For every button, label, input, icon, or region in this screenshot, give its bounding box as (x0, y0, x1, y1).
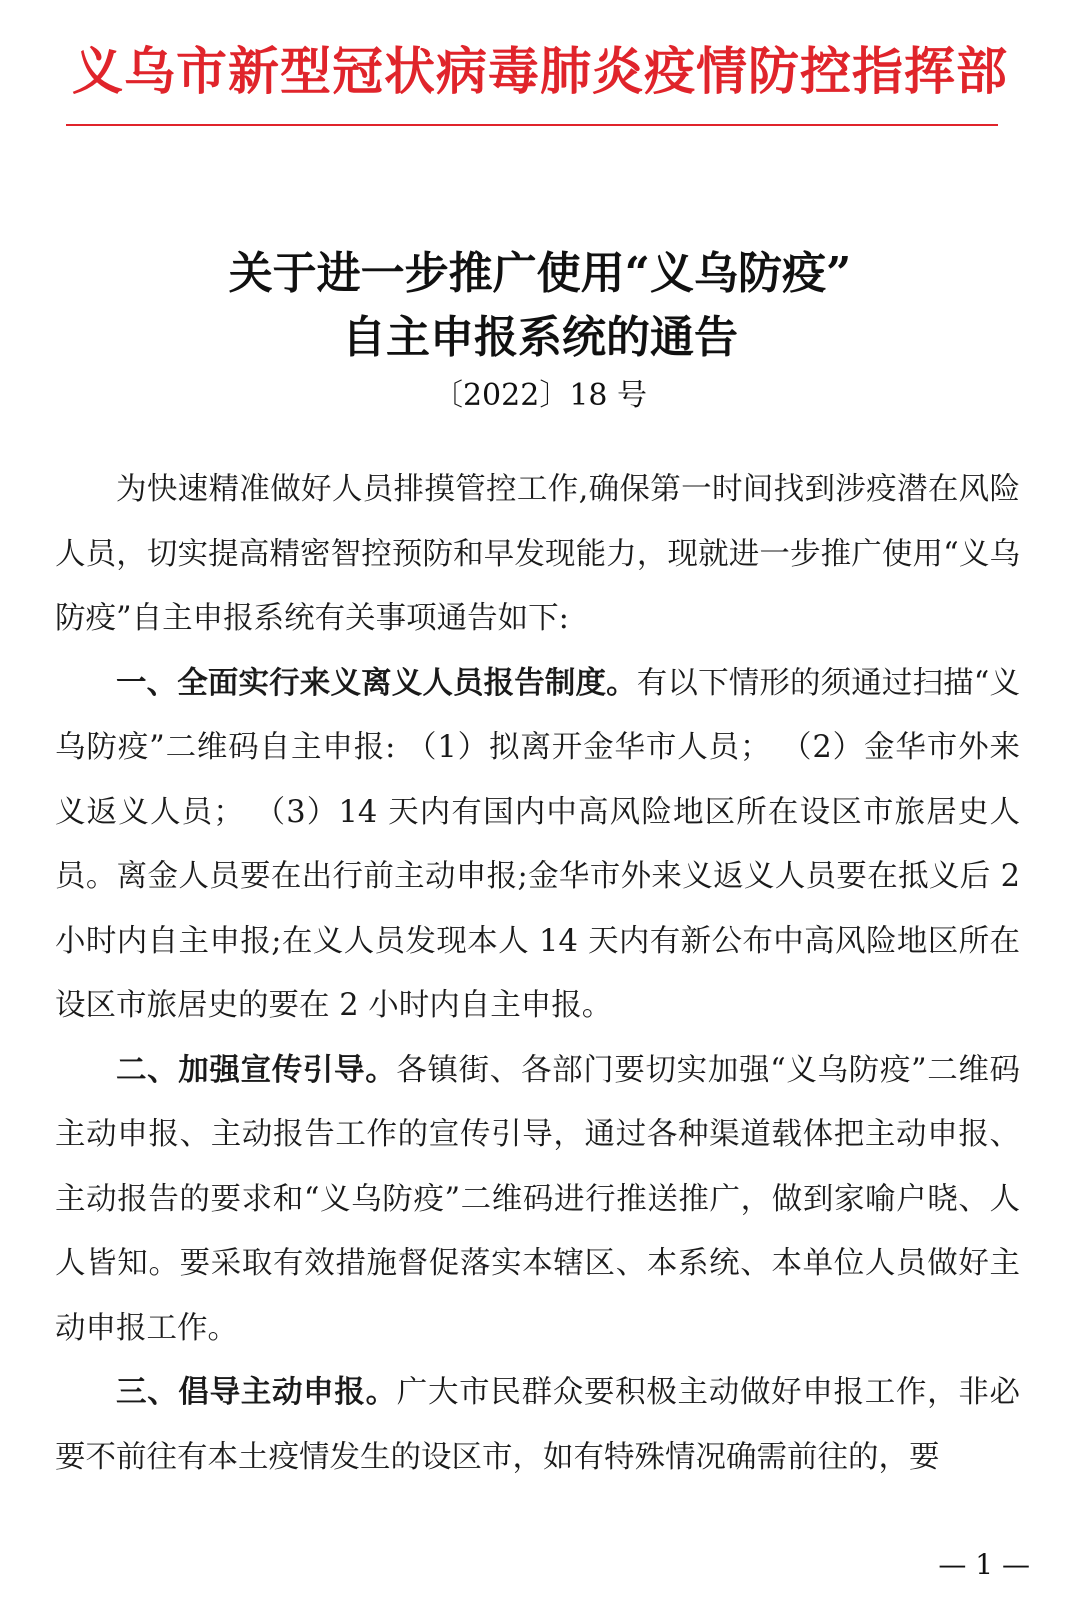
intro-paragraph-text: 为快速精准做好人员排摸管控工作,确保第一时间找到涉疫潜在风险人员，切实提高精密智控预防和早发现能力，现就进一步推广使用“义乌防疫”自主申报系统有关事项通告如下: (55, 472, 1020, 636)
section-3-text: 广大市民群众要积极主动做好申报工作，非必要不前往有本土疫情发生的设区市，如有特殊情况确需前往的，要 (55, 1375, 1021, 1475)
section-1-paragraph (55, 652, 1020, 1039)
notice-body (55, 458, 1020, 1490)
notice-title (0, 242, 1080, 370)
section-3-heading: 三、倡导主动申报。 (116, 1375, 397, 1410)
notice-title-line-2: 自主申报系统的通告 (342, 312, 738, 363)
intro-paragraph (55, 458, 1020, 652)
notice-title-line-1: 关于进一步推广使用“义乌防疫” (228, 248, 852, 299)
section-2-text: 各镇街、各部门要切实加强“义乌防疫”二维码主动申报、主动报告工作的宣传引导，通过各种渠道载体把主动申报、主动报告的要求和“义乌防疫”二维码进行推送推广，做到家喻户晓、人人皆知。要采取有效措施督促落实本辖区、本系统、本单位人员做好主动申报工作。 (55, 1052, 1021, 1346)
section-3-paragraph (55, 1361, 1020, 1490)
section-2-heading: 二、加强宣传引导。 (116, 1052, 397, 1088)
red-separator-line (66, 124, 998, 126)
document-number: 〔2022〕18 号 (432, 378, 648, 413)
section-1-heading: 一、全面实行来义离义人员报告制度。 (116, 665, 637, 701)
section-1-text: 有以下情形的须通过扫描“义乌防疫”二维码自主申报: （1）拟离开金华市人员； （2）金华市外来义返义人员； （3）14 天内有国内中高风险地区所在设区市旅居史人员。离金人员要在出行前主动申报;金华市外来义返义人员要在抵义后 2 小时内自主申报;在义人员发现本人 14 天内有新公布中高风险地区所在设区市旅居史的要在 2 小时内自主申报。 (55, 665, 1021, 1023)
page-number: — 1 — (938, 1548, 1030, 1581)
issuer-masthead: 义乌市新型冠状病毒肺炎疫情防控指挥部 (71, 42, 1008, 102)
section-2-paragraph (55, 1039, 1020, 1362)
